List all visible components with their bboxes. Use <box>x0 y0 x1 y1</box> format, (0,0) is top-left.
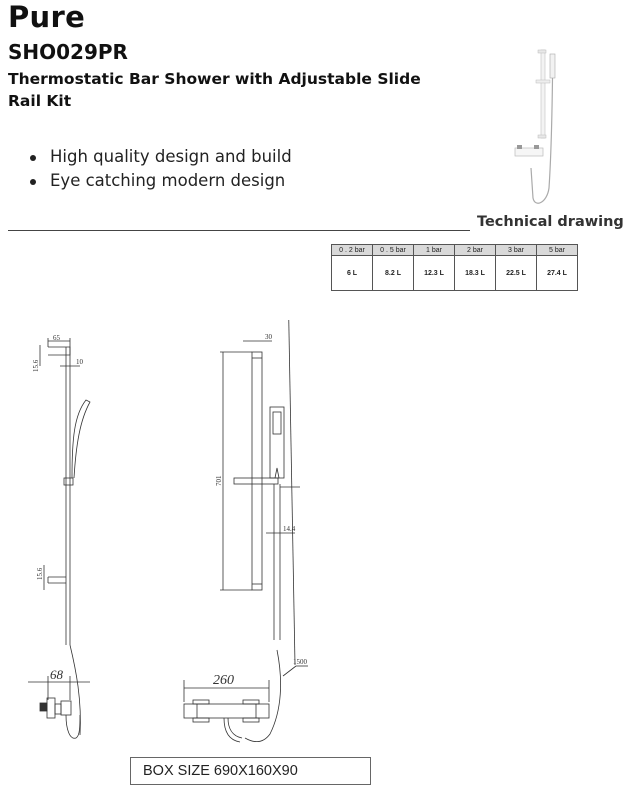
pressure-cell: 3 bar <box>496 245 537 256</box>
feature-item: Eye catching modern design <box>28 169 292 193</box>
pressure-row <box>332 245 578 256</box>
flow-cell: 6 L <box>332 256 373 291</box>
pressure-cell: 5 bar <box>537 245 578 256</box>
flow-rate-table <box>331 244 578 291</box>
feature-item: High quality design and build <box>28 145 292 169</box>
svg-text:30: 30 <box>265 333 272 341</box>
shower-kit-photo-icon <box>505 48 575 208</box>
technical-drawing <box>0 320 627 750</box>
front-view <box>184 320 308 742</box>
svg-text:14.4: 14.4 <box>283 525 296 533</box>
technical-drawing-heading: Technical drawing <box>477 214 624 230</box>
section-divider <box>8 230 470 231</box>
side-view <box>28 334 90 738</box>
flow-cell: 18.3 L <box>455 256 496 291</box>
svg-text:701: 701 <box>215 475 223 486</box>
svg-text:10: 10 <box>76 358 83 366</box>
product-title: Thermostatic Bar Shower with Adjustable Slide Rail Kit <box>8 70 421 110</box>
pressure-cell: 1 bar <box>414 245 455 256</box>
flow-cell: 27.4 L <box>537 256 578 291</box>
flow-cell: 8.2 L <box>373 256 414 291</box>
pressure-cell: 0 . 5 bar <box>373 245 414 256</box>
svg-text:68: 68 <box>50 667 63 682</box>
svg-text:260: 260 <box>213 673 234 688</box>
pressure-cell: 2 bar <box>455 245 496 256</box>
svg-text:1500: 1500 <box>293 658 307 666</box>
flow-row <box>332 256 578 291</box>
box-size-label <box>130 757 371 785</box>
pressure-cell: 0 . 2 bar <box>332 245 373 256</box>
svg-text:15.6: 15.6 <box>36 567 44 580</box>
feature-list <box>28 145 292 193</box>
product-sku: SHO029PR <box>8 40 128 64</box>
svg-text:15.6: 15.6 <box>32 359 40 372</box>
box-size-text: BOX SIZE 690X160X90 <box>143 763 298 779</box>
brand-title: Pure <box>8 0 86 34</box>
flow-cell: 22.5 L <box>496 256 537 291</box>
svg-text:65: 65 <box>53 334 60 342</box>
flow-cell: 12.3 L <box>414 256 455 291</box>
